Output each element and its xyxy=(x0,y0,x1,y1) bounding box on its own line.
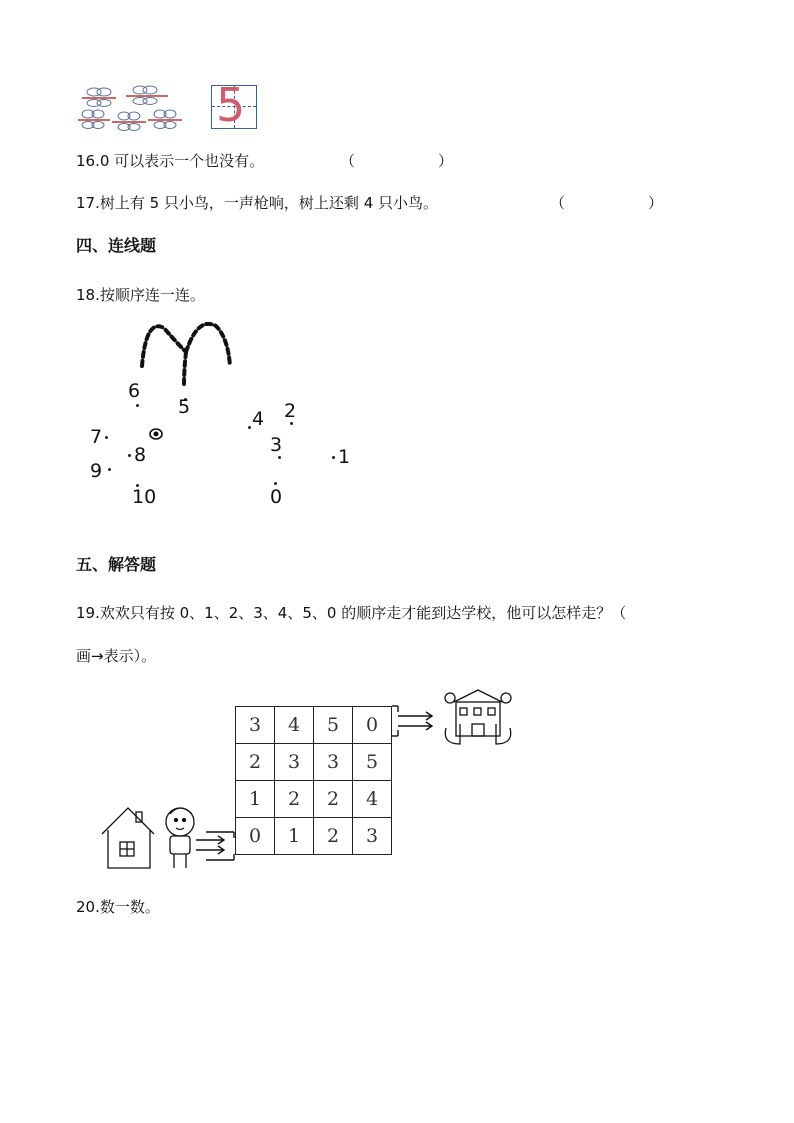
question-17-paren-left: （ xyxy=(550,194,566,212)
home-with-child-illustration xyxy=(98,790,210,872)
five-digit: 5 xyxy=(216,78,246,132)
maze-cell[interactable]: 3 xyxy=(353,818,392,855)
maze-cell[interactable]: 1 xyxy=(236,781,275,818)
section-4-title: 四、连线题 xyxy=(76,236,157,255)
table-row xyxy=(236,707,392,744)
maze-cell[interactable]: 4 xyxy=(353,781,392,818)
question-16-paren-right: ） xyxy=(438,152,454,170)
question-16-paren-left: （ xyxy=(340,152,356,170)
exit-arrow-icon xyxy=(392,702,438,742)
rabbit-ears-icon xyxy=(80,318,380,518)
maze-cell[interactable]: 2 xyxy=(314,818,353,855)
question-16-text: 16.0 可以表示一个也没有。 xyxy=(76,152,265,170)
table-row xyxy=(236,781,392,818)
dragonfly-icon xyxy=(76,80,186,132)
question-19-text-line1: 19.欢欢只有按 0、1、2、3、4、5、0 的顺序走才能到达学校，他可以怎样走？（ xyxy=(76,604,627,622)
maze-cell[interactable]: 0 xyxy=(236,818,275,855)
section-5-title: 五、解答题 xyxy=(76,555,157,574)
school-icon xyxy=(438,684,518,748)
tianzige-box xyxy=(211,78,257,132)
dot-label-3: 3 xyxy=(270,434,283,456)
maze-cell[interactable]: 3 xyxy=(314,744,353,781)
dot-label-2: 2 xyxy=(284,400,297,422)
question-18-text: 18.按顺序连一连。 xyxy=(76,286,205,304)
question-17-paren-right: ） xyxy=(648,194,664,212)
question-19-text-line2: 画→表示）。 xyxy=(76,647,157,665)
question-17-answer-blank[interactable] xyxy=(572,190,648,212)
maze-cell[interactable]: 4 xyxy=(275,707,314,744)
dot-label-4: 4 xyxy=(252,408,265,430)
house-icon xyxy=(98,790,210,872)
table-row xyxy=(236,744,392,781)
number-maze-table[interactable] xyxy=(235,706,392,855)
dragonflies-illustration xyxy=(76,80,186,132)
number-maze-grid[interactable] xyxy=(235,706,392,855)
maze-cell[interactable]: 2 xyxy=(236,744,275,781)
question-16-answer-blank[interactable] xyxy=(362,148,438,170)
question-20-text: 20.数一数。 xyxy=(76,898,160,916)
dot-label-1: 1 xyxy=(338,446,351,468)
maze-cell[interactable]: 3 xyxy=(236,707,275,744)
maze-cell[interactable]: 5 xyxy=(314,707,353,744)
maze-cell[interactable]: 0 xyxy=(353,707,392,744)
dot-label-6: 6 xyxy=(128,380,141,402)
entrance-arrow-icon xyxy=(196,826,238,866)
dot-label-8: 8 xyxy=(134,444,147,466)
dot-label-7: 7 xyxy=(90,426,103,448)
maze-cell[interactable]: 1 xyxy=(275,818,314,855)
dot-label-10: 10 xyxy=(132,486,157,508)
dot-label-9: 9 xyxy=(90,460,103,482)
maze-cell[interactable]: 5 xyxy=(353,744,392,781)
dot-label-5: 5 xyxy=(178,396,191,418)
table-row xyxy=(236,818,392,855)
maze-cell[interactable]: 2 xyxy=(314,781,353,818)
dot-to-dot-figure[interactable] xyxy=(80,318,380,518)
question-17-text: 17.树上有 5 只小鸟，一声枪响，树上还剩 4 只小鸟。 xyxy=(76,194,439,212)
maze-cell[interactable]: 3 xyxy=(275,744,314,781)
dot-label-0: 0 xyxy=(270,486,283,508)
maze-cell[interactable]: 2 xyxy=(275,781,314,818)
